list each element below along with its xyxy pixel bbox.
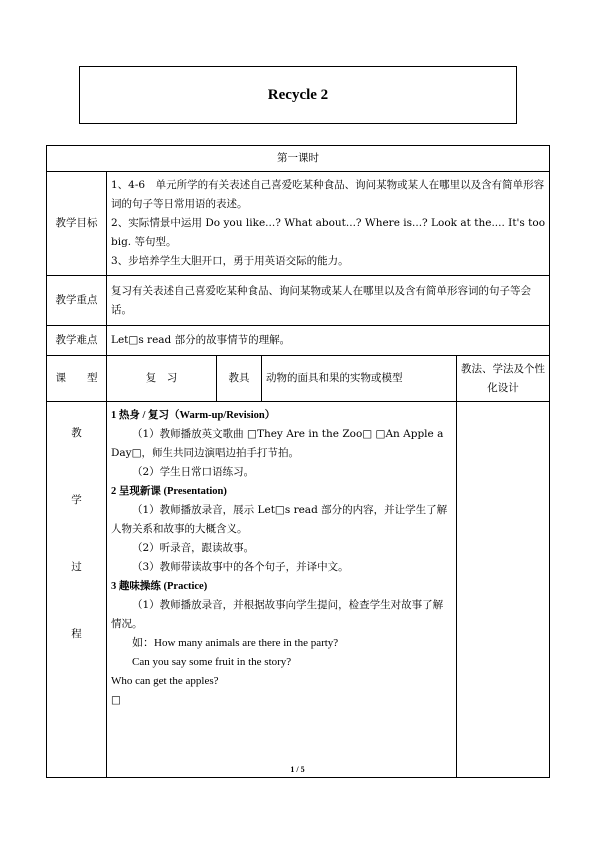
objectives-content <box>107 172 550 276</box>
lesson-header: 第一课时 <box>47 146 550 172</box>
lesson-plan-table <box>46 145 550 778</box>
process-content <box>107 402 457 778</box>
section-heading: 3 趣味操练 (Practice) <box>111 581 208 592</box>
objective-line: 2、实际情景中运用 Do you like...? What about...? Where is...? Look at the.... It's too big. 等句型。 <box>111 217 546 248</box>
process-char: 过 <box>71 561 82 573</box>
objectives-label: 教学目标 <box>47 172 107 276</box>
section-heading: 2 呈现新课 (Presentation) <box>111 486 227 497</box>
process-item: （1）教师播放英文歌曲 □They Are in the Zoo□ □An Apple a Day□，师生共同边演唱边拍手打节拍。 <box>111 428 444 459</box>
difficulties-content: Let□s read 部分的故事情节的理解。 <box>107 326 550 356</box>
difficulties-label: 教学难点 <box>47 326 107 356</box>
type-value: 复 习 <box>107 356 217 402</box>
key-points-content: 复习有关表述自己喜爱吃某种食品、询问某物或某人在哪里以及含有简单形容词的句子等会话。 <box>107 276 550 326</box>
key-points-label: 教学重点 <box>47 276 107 326</box>
process-char: 程 <box>71 628 82 640</box>
tools-value: 动物的面具和果的实物或模型 <box>262 356 457 402</box>
objective-line: 1、4-6 单元所学的有关表述自己喜爱吃某种食品、询问某物或某人在哪里以及含有简单形容词的句子等日常用语的表述。 <box>111 179 545 210</box>
methods-column <box>457 402 550 778</box>
process-item: （2）听录音，跟读故事。 <box>132 542 255 554</box>
process-label <box>47 402 107 778</box>
type-label: 课 型 <box>47 356 107 402</box>
trailing-mark: □ <box>111 694 121 706</box>
objective-line: 3、步培养学生大胆开口，勇于用英语交际的能力。 <box>111 255 349 267</box>
process-item: （1）教师播放录音，并根据故事向学生提问，检查学生对故事了解情况。 <box>111 599 444 630</box>
process-item: （1）教师播放录音，展示 Let□s read 部分的内容，并让学生了解人物关系和故事的大概含义。 <box>111 504 448 535</box>
process-char: 教 <box>71 427 82 439</box>
process-item: （2）学生日常口语练习。 <box>132 466 255 478</box>
document-title: Recycle 2 <box>267 86 329 103</box>
title-box <box>79 66 517 124</box>
question-line: Can you say some fruit in the story? <box>132 656 292 668</box>
tools-label: 教具 <box>217 356 262 402</box>
question-line: Who can get the apples? <box>111 675 219 687</box>
question-line: 如：How many animals are there in the party? <box>132 637 339 649</box>
page-number: 1 / 5 <box>290 765 305 774</box>
section-heading: 1 热身 / 复习（Warm-up/Revision） <box>111 410 276 421</box>
methods-label: 教法、学法及个性化设计 <box>457 356 550 402</box>
process-item: （3）教师带读故事中的各个句子，并译中文。 <box>132 561 349 573</box>
process-char: 学 <box>71 494 82 506</box>
